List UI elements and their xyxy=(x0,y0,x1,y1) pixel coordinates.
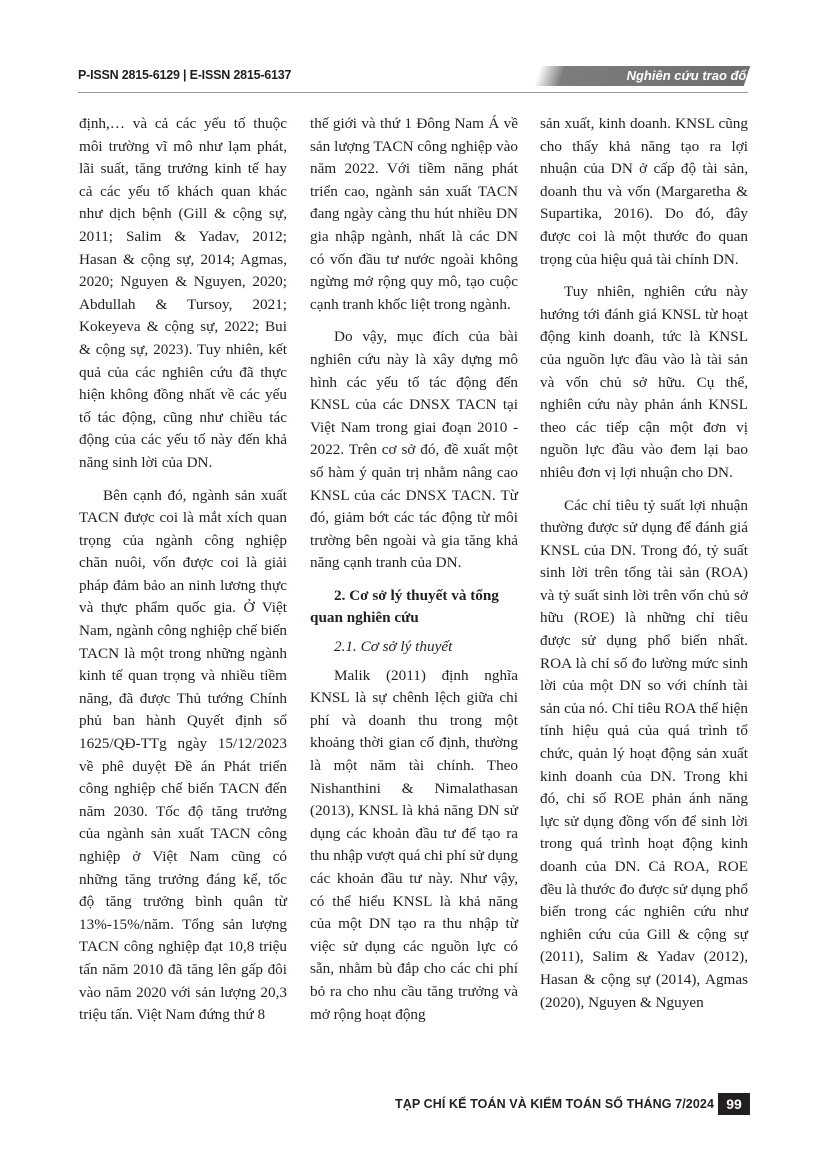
paragraph: Tuy nhiên, nghiên cứu này hướng tới đánh giá KNSL từ hoạt động kinh doanh, tức là KNSL của nguồn lực đầu vào là tài sản và vốn chủ sở hữu. Cụ thể, nghiên cứu này phản ánh KNSL theo các tiếp cận một đơn vị nguồn lực đầu vào đem lại bao nhiêu đơn vị lợi nhuận cho DN. xyxy=(540,283,748,481)
page-number: 99 xyxy=(718,1093,750,1115)
text-column-3 xyxy=(540,113,748,1024)
text-column-1 xyxy=(79,113,287,1037)
text-column-2 xyxy=(310,113,518,1036)
header-divider xyxy=(78,92,748,93)
journal-title: TẠP CHÍ KẾ TOÁN VÀ KIỂM TOÁN SỐ THÁNG 7/2024 xyxy=(394,1097,714,1111)
issn-label: P-ISSN 2815-6129 | E-ISSN 2815-6137 xyxy=(78,68,292,82)
paragraph: định,… và cả các yếu tố thuộc môi trường vĩ mô như lạm phát, lãi suất, tăng trưởng kinh tế hay cả các yếu tố khách quan khác như dịch bệnh (Gill & cộng sự, 2011; Salim & Yadav, 2012; Hasan & cộng sự, 2014; Agmas, 2020; Nguyen & Nguyen, 2020; Abdullah & Tursoy, 2021; Kokeyeva & cộng sự, 2022; Bui & cộng sự, 2023). Tuy nhiên, kết quả của các nghiên cứu đã thực hiện không đồng nhất về các yếu tố tác động, cũng như chiều tác động của các yếu tố này đến khả năng sinh lời của DN. xyxy=(79,115,287,471)
section-heading: 2. Cơ sở lý thuyết và tổng quan nghiên cứu xyxy=(310,586,499,627)
subsection-heading: 2.1. Cơ sở lý thuyết xyxy=(334,638,453,656)
paragraph: thế giới và thứ 1 Đông Nam Á về sản lượng TACN công nghiệp vào năm 2022. Với tiềm năng phát triển cao, ngành sản xuất TACN đang ngày càng thu hút nhiều DN gia nhập ngành, nhất là các DN có vốn đầu tư nước ngoài không ngừng mở rộng quy mô, tạo cuộc cạnh tranh khốc liệt trong ngành. xyxy=(310,115,518,313)
paragraph: Các chỉ tiêu tỷ suất lợi nhuận thường được sử dụng để đánh giá KNSL của DN. Trong đó, tỷ suất sinh lời trên tổng tài sản (ROA) và tỷ suất sinh lời trên vốn chủ sở hữu (ROE) là những chỉ tiêu được sử dụng phổ biến nhất. ROA là chỉ số đo lường mức sinh lời của một DN so với chính tài sản của nó. Chỉ tiêu ROA thể hiện tính hiệu quả của quá trình tổ chức, quản lý hoạt động sản xuất kinh doanh của DN. Trong khi đó, chỉ số ROE phản ánh năng lực sử dụng đồng vốn để sinh lời trong quá trình hoạt động kinh doanh của DN. Cả ROA, ROE đều là thước đo được sử dụng phổ biến trong các nghiên cứu như nghiên cứu của Gill & cộng sự (2011), Salim & Yadav (2012), Hasan & cộng sự (2014), Agmas (2020), Nguyen & Nguyen xyxy=(540,496,748,1011)
paragraph: Do vậy, mục đích của bài nghiên cứu này là xây dựng mô hình các yếu tố tác động đến KNSL của các DNSX TACN tại Việt Nam trong giai đoạn 2010 - 2022. Trên cơ sở đó, đề xuất một số hàm ý quản trị nhằm nâng cao KNSL của các DNSX TACN. Từ đó, giảm bớt các tác động từ môi trường bên ngoài và gia tăng khả năng cạnh tranh của DN. xyxy=(310,328,518,572)
section-title: Nghiên cứu trao đổi xyxy=(626,68,750,83)
paragraph: Malik (2011) định nghĩa KNSL là sự chênh lệch giữa chi phí và doanh thu trong một khoảng thời gian cố định, thường là một năm tài chính. Theo Nishanthini & Nimalathasan (2013), KNSL là khả năng DN sử dụng các khoản đầu tư để tạo ra thu nhập vượt quá chi phí sử dụng các khoản đầu tư này. Như vậy, có thể hiểu KNSL là khả năng của một DN tạo ra thu nhập từ việc sử dụng các nguồn lực có sẵn, nhằm bù đắp cho các chi phí bỏ ra cho nhu cầu tăng trưởng và mở rộng hoạt động xyxy=(310,666,518,1023)
paragraph: Bên cạnh đó, ngành sản xuất TACN được coi là mắt xích quan trọng của ngành công nghiệp chăn nuôi, vốn được coi là giải pháp đảm bảo an ninh lương thực và thực phẩm quốc gia. Ở Việt Nam, ngành công nghiệp chế biến TACN là một trong những ngành kinh tế quan trọng và nhiều tiềm năng, đã được Thủ tướng Chính phủ ban hành Quyết định số 1625/QĐ-TTg ngày 15/12/2023 về phê duyệt Đề án Phát triển công nghiệp chế biến TACN đến năm 2030. Tốc độ tăng trưởng của ngành sản xuất TACN công nghiệp ở Việt Nam cũng có những tăng trưởng đáng kể, tốc độ tăng trưởng bình quân từ 13%-15%/năm. Tổng sản lượng TACN công nghiệp đạt 10,8 triệu tấn năm 2010 đã tăng lên gấp đôi vào năm 2020 với sản lượng 20,3 triệu tấn. Việt Nam đứng thứ 8 xyxy=(79,486,287,1024)
paragraph: sản xuất, kinh doanh. KNSL cũng cho thấy khả năng tạo ra lợi nhuận của DN ở cấp độ tài sản, doanh thu và vốn (Margaretha & Supartika, 2016). Do đó, đây được coi là một thước đo quan trọng của hiệu quả tài chính DN. xyxy=(540,115,748,268)
